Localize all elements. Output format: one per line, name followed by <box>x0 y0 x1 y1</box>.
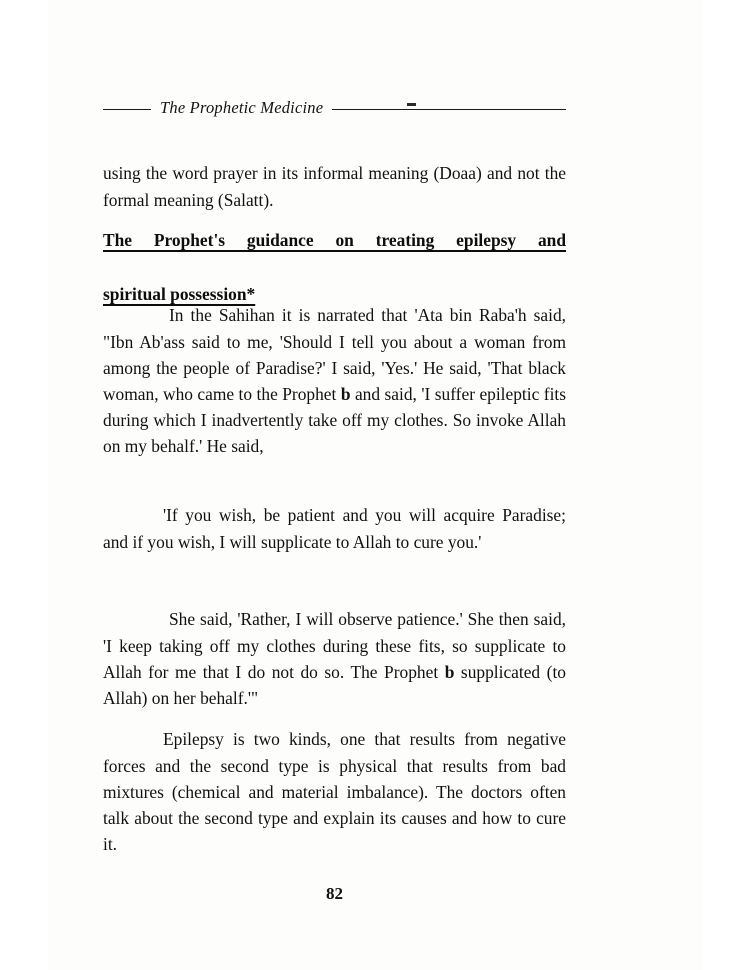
header-rule-left <box>103 109 151 110</box>
scan-artifact-mark <box>407 103 416 106</box>
she-said-text-part-1: She said, 'Rather, I will observe patience.' She then said, 'I keep taking off my clothes during these fits, so supplicate to Allah for me that I do not do so. The Prophet <box>103 609 566 682</box>
narration-text-part-1: In the Sahihan it is narrated that 'Ata bin Raba'h said, "Ibn Ab'ass said to me, 'Should I tell you about a woman from among the people of Paradise?' I said, 'Yes.' He said, 'That black woman, who came to the Prophet <box>103 305 566 404</box>
page-number: 82 <box>326 884 343 903</box>
section-heading-line-1: The Prophet's guidance on treating epilepsy and <box>103 230 566 251</box>
narration-text-part-2: and said, 'I suffer epileptic fits during which I inadvertently take off my clothes. So invoke Allah on my behalf.' He said, <box>103 384 566 457</box>
running-head <box>103 95 566 121</box>
header-rule-right <box>332 109 566 110</box>
paragraph-intro: using the word prayer in its informal meaning (Doaa) and not the formal meaning (Salatt). <box>103 163 566 210</box>
paragraph-epilepsy-kinds: Epilepsy is two kinds, one that results from negative forces and the second type is physical that results from bad mixtures (chemical and material imbalance). The doctors often talk about the second type and explain its causes and how to cure it. <box>103 729 566 855</box>
salutation-glyph: b <box>444 661 455 682</box>
paragraph-she-said <box>103 606 566 711</box>
page-text-column <box>103 0 566 970</box>
running-head-title: The Prophetic Medicine <box>160 98 324 117</box>
paragraph-narration <box>103 302 566 459</box>
salutation-glyph: b <box>340 384 351 404</box>
section-heading <box>103 227 566 308</box>
she-said-text-part-2: supplicated (to Allah) on her behalf.'" <box>103 661 566 708</box>
paragraph-if-you-wish: 'If you wish, be patient and you will acquire Paradise; and if you wish, I will supplicate to Allah to cure you.' <box>103 505 566 552</box>
section-heading-line-2: spiritual possession* <box>103 284 256 305</box>
